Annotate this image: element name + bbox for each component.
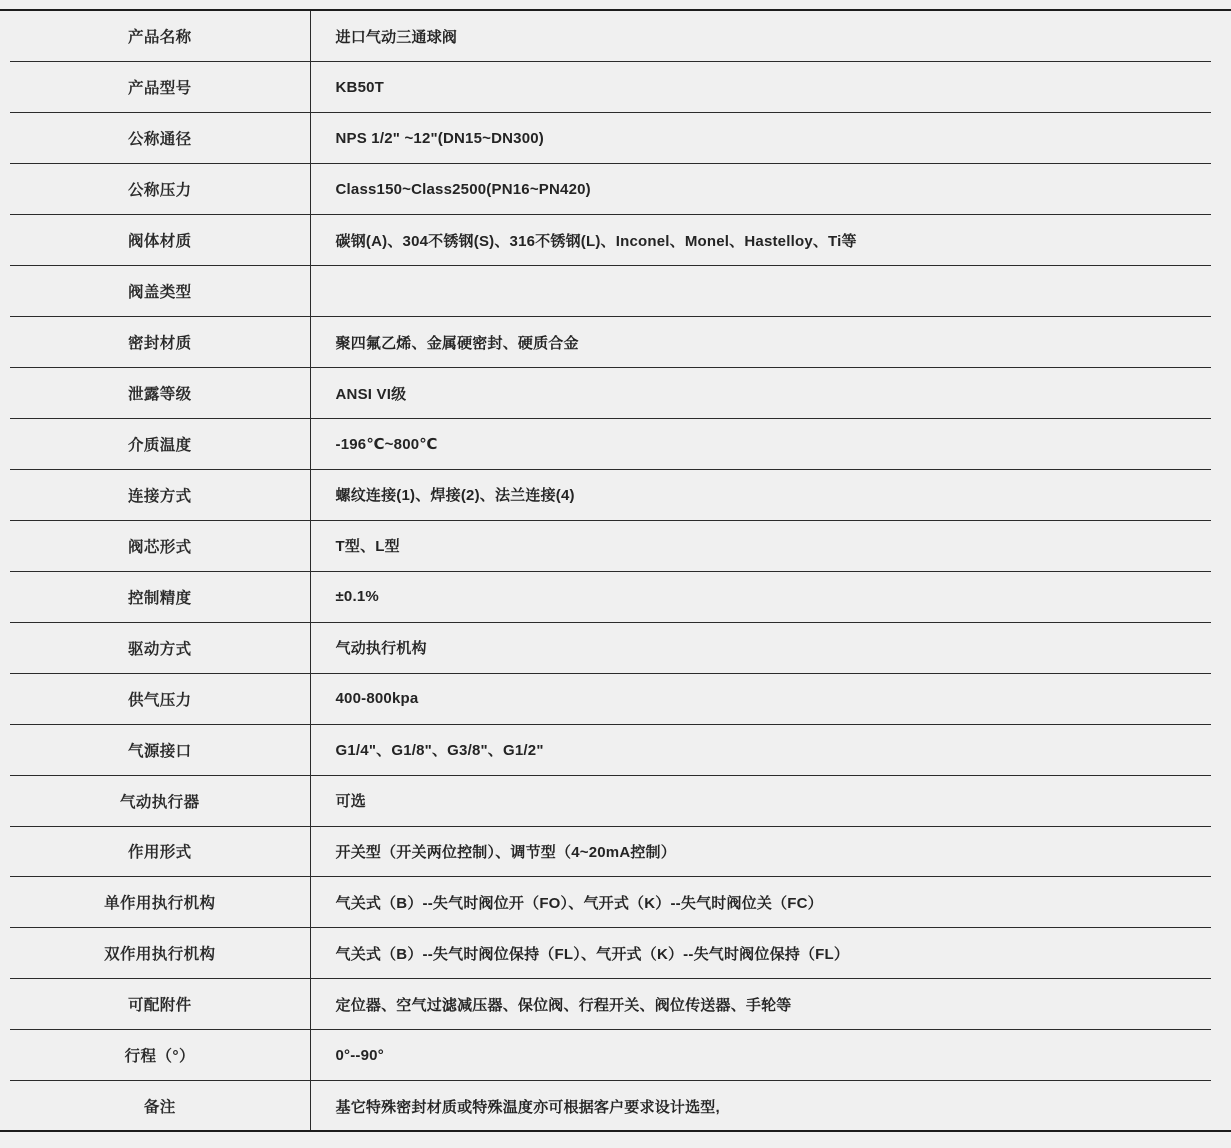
table-row [10, 826, 1211, 877]
table-row [10, 266, 1211, 317]
spec-value: 400-800kpa [310, 673, 1211, 724]
table-row [10, 928, 1211, 979]
spec-value: Class150~Class2500(PN16~PN420) [310, 164, 1211, 215]
spec-label: 泄露等级 [10, 368, 310, 419]
spec-label: 阀体材质 [10, 215, 310, 266]
spec-label: 产品名称 [10, 11, 310, 62]
spec-value: KB50T [310, 62, 1211, 113]
table-row [10, 571, 1211, 622]
spec-value: 气关式（B）--失气时阀位保持（FL）、气开式（K）--失气时阀位保持（FL） [310, 928, 1211, 979]
table-row [10, 877, 1211, 928]
table-row [10, 113, 1211, 164]
table-row [10, 673, 1211, 724]
spec-value: 基它特殊密封材质或特殊温度亦可根据客户要求设计选型, [310, 1081, 1211, 1132]
spec-label: 阀盖类型 [10, 266, 310, 317]
spec-value: 气动执行机构 [310, 622, 1211, 673]
spec-label: 备注 [10, 1081, 310, 1132]
spec-value: 碳钢(A)、304不锈钢(S)、316不锈钢(L)、Inconel、Monel、Hastelloy、Ti等 [310, 215, 1211, 266]
spec-value: 开关型（开关两位控制）、调节型（4~20mA控制） [310, 826, 1211, 877]
table-row [10, 317, 1211, 368]
spec-value: 可选 [310, 775, 1211, 826]
spec-label: 可配附件 [10, 979, 310, 1030]
spec-label: 驱动方式 [10, 622, 310, 673]
spec-value: 螺纹连接(1)、焊接(2)、法兰连接(4) [310, 469, 1211, 520]
table-row [10, 979, 1211, 1030]
table-row [10, 775, 1211, 826]
spec-value: 聚四氟乙烯、金属硬密封、硬质合金 [310, 317, 1211, 368]
spec-label: 公称压力 [10, 164, 310, 215]
spec-label: 行程（°） [10, 1030, 310, 1081]
spec-label: 介质温度 [10, 419, 310, 470]
table-row [10, 419, 1211, 470]
spec-value [310, 266, 1211, 317]
table-bottom-rule [0, 1130, 1231, 1132]
table-row [10, 724, 1211, 775]
spec-label: 连接方式 [10, 469, 310, 520]
specification-table-body [10, 11, 1211, 1132]
spec-label: 密封材质 [10, 317, 310, 368]
spec-value: ANSI VI级 [310, 368, 1211, 419]
spec-value: -196℃~800℃ [310, 419, 1211, 470]
spec-label: 公称通径 [10, 113, 310, 164]
spec-label: 控制精度 [10, 571, 310, 622]
table-row [10, 1030, 1211, 1081]
spec-label: 产品型号 [10, 62, 310, 113]
specification-table [10, 11, 1211, 1132]
spec-value: NPS 1/2" ~12"(DN15~DN300) [310, 113, 1211, 164]
spec-label: 单作用执行机构 [10, 877, 310, 928]
spec-label: 作用形式 [10, 826, 310, 877]
spec-label: 供气压力 [10, 673, 310, 724]
table-row [10, 164, 1211, 215]
table-row [10, 469, 1211, 520]
spec-value: G1/4"、G1/8"、G3/8"、G1/2" [310, 724, 1211, 775]
spec-value: 进口气动三通球阀 [310, 11, 1211, 62]
spec-value: 0°--90° [310, 1030, 1211, 1081]
table-row [10, 215, 1211, 266]
spec-label: 气源接口 [10, 724, 310, 775]
spec-value: 气关式（B）--失气时阀位开（FO）、气开式（K）--失气时阀位关（FC） [310, 877, 1211, 928]
spec-label: 阀芯形式 [10, 520, 310, 571]
table-row [10, 368, 1211, 419]
table-row [10, 622, 1211, 673]
table-row [10, 1081, 1211, 1132]
spec-value: T型、L型 [310, 520, 1211, 571]
spec-value: ±0.1% [310, 571, 1211, 622]
spec-value: 定位器、空气过滤减压器、保位阀、行程开关、阀位传送器、手轮等 [310, 979, 1211, 1030]
table-row [10, 62, 1211, 113]
table-row [10, 520, 1211, 571]
spec-label: 双作用执行机构 [10, 928, 310, 979]
table-row [10, 11, 1211, 62]
spec-label: 气动执行器 [10, 775, 310, 826]
